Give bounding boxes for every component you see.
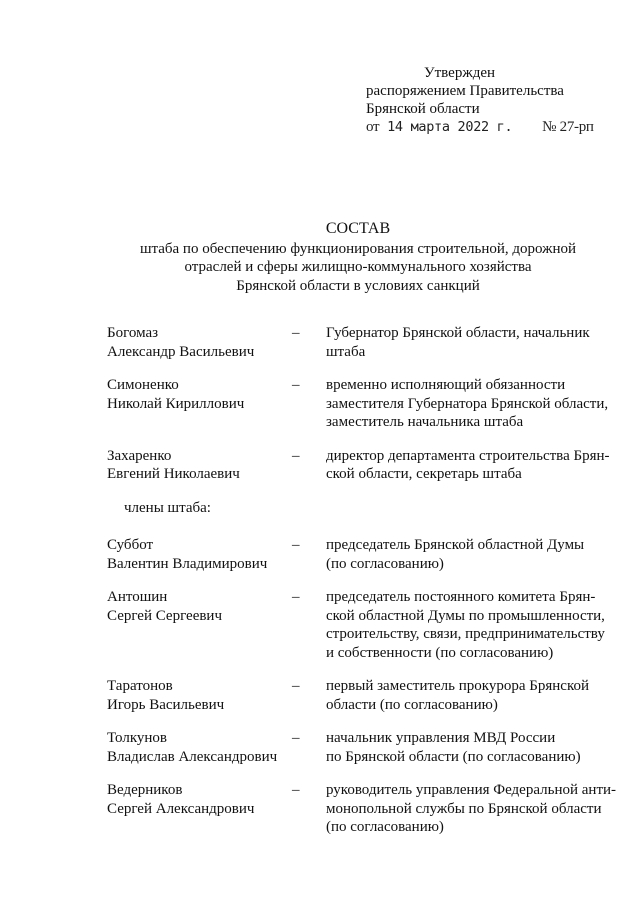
heading-line-3: Брянской области в условиях санкций: [236, 277, 480, 294]
dash-separator: –: [292, 782, 300, 798]
person-given-names: Николай Кириллович: [107, 395, 245, 412]
person-surname: Антошин: [107, 589, 168, 605]
person-given-names: Сергей Александрович: [107, 800, 255, 817]
staff-row: [107, 677, 627, 714]
staff-row: [107, 729, 627, 766]
role-line: заместителя Губернатора Брянской области,: [326, 395, 609, 412]
person-given-names: Сергей Сергеевич: [107, 607, 223, 624]
approval-block: [366, 64, 626, 136]
person-name: [107, 677, 292, 714]
role-line: (по согласованию): [326, 819, 444, 835]
person-name: [107, 781, 292, 837]
person-role: [326, 588, 627, 662]
role-line: временно исполняющий обязанности: [326, 377, 566, 393]
staff-list: [107, 324, 627, 852]
person-role: [326, 729, 627, 766]
dash-separator: –: [292, 730, 300, 746]
staff-row: [107, 447, 627, 484]
person-given-names: Валентин Владимирович: [107, 555, 268, 572]
dash-separator: –: [292, 537, 300, 553]
heading-title: СОСТАВ: [325, 220, 391, 237]
heading-line-1: штаба по обеспечению функционирования строительной, дорожной: [139, 240, 577, 257]
approval-number: № 27-рп: [542, 119, 594, 135]
person-surname: Захаренко: [107, 447, 172, 464]
staff-row: [107, 376, 627, 432]
role-line: монопольной службы по Брянской области: [326, 800, 602, 817]
person-name: [107, 536, 292, 573]
role-line: строительству, связи, предпринимательству: [326, 626, 605, 642]
person-given-names: Игорь Васильевич: [107, 696, 225, 713]
person-name: [107, 376, 292, 432]
role-line: Губернатор Брянской области, начальник: [326, 325, 590, 341]
person-given-names: Владислав Александрович: [107, 748, 278, 765]
dash-separator: –: [292, 589, 300, 605]
role-line: председатель Брянской областной Думы: [326, 537, 585, 553]
members-label: члены штаба:: [124, 499, 211, 516]
role-line: (по согласованию): [326, 555, 444, 572]
person-surname: Таратонов: [107, 678, 173, 694]
person-role: [326, 376, 627, 432]
role-line: заместитель начальника штаба: [326, 414, 524, 430]
leaders-list: [107, 324, 627, 484]
person-role: [326, 677, 627, 714]
person-surname: Симоненко: [107, 377, 179, 393]
staff-row: [107, 588, 627, 662]
dash-separator: –: [292, 377, 300, 393]
role-line: и собственности (по согласованию): [326, 644, 554, 661]
person-surname: Толкунов: [107, 730, 168, 746]
person-given-names: Евгений Николаевич: [107, 466, 240, 482]
role-line: председатель постоянного комитета Брян-: [326, 589, 596, 605]
heading-line-2: отраслей и сферы жилищно-коммунального хозяйства: [184, 259, 532, 275]
dash-separator: –: [292, 325, 300, 341]
dash-separator: –: [292, 678, 300, 694]
person-name: [107, 729, 292, 766]
role-line: ской области, секретарь штаба: [326, 466, 522, 482]
role-line: области (по согласованию): [326, 696, 498, 713]
person-name: [107, 324, 292, 361]
role-line: начальник управления МВД России: [326, 730, 556, 746]
role-line: первый заместитель прокурора Брянской: [326, 678, 590, 694]
person-name: [107, 447, 292, 484]
staff-row: [107, 536, 627, 573]
person-surname: Суббот: [107, 537, 154, 553]
person-name: [107, 588, 292, 662]
members-list: [107, 536, 627, 837]
dash-separator: –: [292, 447, 300, 464]
approval-ot: от: [366, 119, 380, 135]
person-surname: Ведерников: [107, 782, 183, 798]
person-role: [326, 536, 627, 573]
role-line: директор департамента строительства Брян-: [326, 447, 610, 464]
person-surname: Богомаз: [107, 325, 159, 341]
document-heading: [0, 220, 640, 295]
approval-line-2: Брянской области: [366, 101, 480, 117]
person-role: [326, 447, 627, 484]
role-line: штаба: [326, 343, 366, 360]
role-line: руководитель управления Федеральной анти-: [326, 782, 617, 798]
person-role: [326, 324, 627, 361]
staff-row: [107, 324, 627, 361]
staff-row: [107, 781, 627, 837]
approval-line-1: распоряжением Правительства: [366, 83, 564, 99]
role-line: ской областной Думы по промышленности,: [326, 607, 605, 624]
role-line: по Брянской области (по согласованию): [326, 748, 581, 765]
approval-date: 14 марта 2022 г.: [387, 119, 513, 135]
person-role: [326, 781, 627, 837]
approval-title: Утвержден: [424, 65, 496, 81]
approval-date-line: [366, 118, 626, 136]
person-given-names: Александр Васильевич: [107, 343, 255, 360]
